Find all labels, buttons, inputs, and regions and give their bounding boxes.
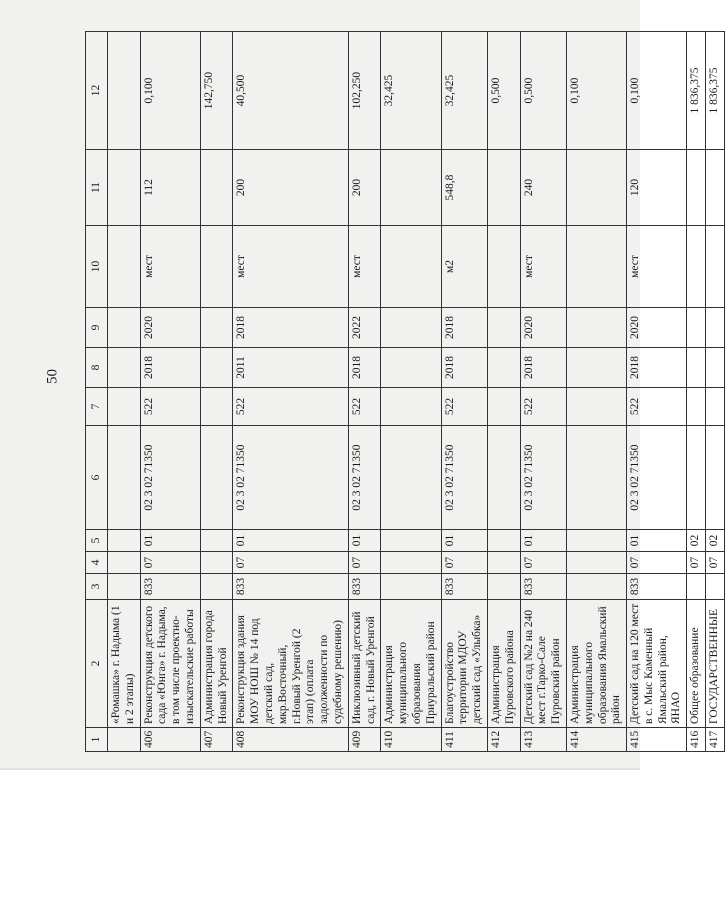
cell-col-9 — [566, 308, 626, 348]
cell-col-10: мест — [348, 226, 381, 308]
cell-col-8 — [108, 348, 141, 388]
col-header-3: 3 — [86, 574, 108, 600]
cell-col-5: 01 — [627, 530, 687, 552]
cell-col-8: 2018 — [520, 348, 566, 388]
cell-col-10: мест — [233, 226, 348, 308]
col-header-4: 4 — [86, 552, 108, 574]
cell-col-12: 102,250 — [348, 32, 381, 150]
cell-col-5: 01 — [233, 530, 348, 552]
cell-col-8: 2018 — [140, 348, 200, 388]
cell-col-6: 02 3 02 71350 — [627, 426, 687, 530]
cell-col-2: Реконструкция детского сада «Юнга» г. Надыма, в том числе проектно-изыскательские работы — [140, 600, 200, 728]
cell-col-12: 0,500 — [487, 32, 520, 150]
cell-col-11: 240 — [520, 150, 566, 226]
cell-col-6 — [108, 426, 141, 530]
cell-col-5 — [200, 530, 233, 552]
cell-col-7 — [706, 388, 725, 426]
cell-col-10 — [566, 226, 626, 308]
cell-col-7: 522 — [233, 388, 348, 426]
cell-col-6: 02 3 02 71350 — [441, 426, 487, 530]
col-header-10: 10 — [86, 226, 108, 308]
cell-col-2: Реконструкция здания МОУ НОШ № 14 под детский сад, мкр.Восточный, г.Новый Уренгой (2 этап) (оплата задолженности по судебному решению) — [233, 600, 348, 728]
rotated-table-wrapper — [85, 32, 721, 752]
cell-col-8 — [200, 348, 233, 388]
cell-col-4: 07 — [627, 552, 687, 574]
cell-col-8: 2018 — [441, 348, 487, 388]
cell-col-9 — [108, 308, 141, 348]
cell-col-8 — [566, 348, 626, 388]
cell-col-2: Администрация муниципального образования Приуральский район — [381, 600, 441, 728]
cell-col-6 — [687, 426, 706, 530]
cell-col-9 — [706, 308, 725, 348]
cell-col-6 — [706, 426, 725, 530]
cell-col-2: Детский сад на 120 мест в с. Мыс Каменный Ямальский район, ЯНАО — [627, 600, 687, 728]
cell-col-9: 2020 — [140, 308, 200, 348]
cell-col-1: 412 — [487, 728, 520, 752]
cell-col-1 — [108, 728, 141, 752]
table-body — [108, 32, 725, 752]
cell-col-3: 833 — [627, 574, 687, 600]
col-header-5: 5 — [86, 530, 108, 552]
cell-col-9: 2020 — [627, 308, 687, 348]
cell-col-4 — [487, 552, 520, 574]
cell-col-2: Детский сад №2 на 240 мест г.Тарко-Сале Пуровский район — [520, 600, 566, 728]
cell-col-3: 833 — [140, 574, 200, 600]
cell-col-8 — [706, 348, 725, 388]
cell-col-4: 07 — [441, 552, 487, 574]
cell-col-7: 522 — [520, 388, 566, 426]
cell-col-11 — [706, 150, 725, 226]
cell-col-3 — [687, 574, 706, 600]
cell-col-1: 410 — [381, 728, 441, 752]
table-row — [381, 32, 441, 752]
cell-col-6 — [487, 426, 520, 530]
cell-col-11 — [108, 150, 141, 226]
cell-col-2: Благоустройство территории МДОУ детский сад «Улыбка» — [441, 600, 487, 728]
cell-col-4: 07 — [140, 552, 200, 574]
cell-col-7: 522 — [627, 388, 687, 426]
cell-col-3 — [200, 574, 233, 600]
cell-col-3 — [108, 574, 141, 600]
cell-col-5: 02 — [687, 530, 706, 552]
cell-col-3 — [706, 574, 725, 600]
cell-col-4: 07 — [687, 552, 706, 574]
scan-edge — [0, 768, 640, 770]
cell-col-9 — [487, 308, 520, 348]
cell-col-10: мест — [140, 226, 200, 308]
cell-col-5: 02 — [706, 530, 725, 552]
cell-col-8: 2018 — [627, 348, 687, 388]
cell-col-7 — [687, 388, 706, 426]
col-header-8: 8 — [86, 348, 108, 388]
table-row — [441, 32, 487, 752]
cell-col-10: мест — [627, 226, 687, 308]
cell-col-10: мест — [520, 226, 566, 308]
cell-col-11: 200 — [348, 150, 381, 226]
table-row — [233, 32, 348, 752]
cell-col-3: 833 — [233, 574, 348, 600]
cell-col-7: 522 — [348, 388, 381, 426]
cell-col-7: 522 — [441, 388, 487, 426]
cell-col-10 — [200, 226, 233, 308]
cell-col-11: 112 — [140, 150, 200, 226]
cell-col-2: Администрация Пуровского района — [487, 600, 520, 728]
col-header-1: 1 — [86, 728, 108, 752]
cell-col-5: 01 — [441, 530, 487, 552]
cell-col-8: 2018 — [348, 348, 381, 388]
cell-col-12 — [108, 32, 141, 150]
cell-col-9 — [381, 308, 441, 348]
cell-col-5: 01 — [520, 530, 566, 552]
table-row — [348, 32, 381, 752]
col-header-11: 11 — [86, 150, 108, 226]
cell-col-5 — [381, 530, 441, 552]
cell-col-10 — [381, 226, 441, 308]
cell-col-12: 0,100 — [627, 32, 687, 150]
cell-col-1: 413 — [520, 728, 566, 752]
cell-col-9 — [200, 308, 233, 348]
cell-col-9 — [687, 308, 706, 348]
cell-col-2: «Ромашка» г. Надыма (1 и 2 этапы) — [108, 600, 141, 728]
cell-col-9: 2018 — [233, 308, 348, 348]
cell-col-6 — [566, 426, 626, 530]
cell-col-1: 416 — [687, 728, 706, 752]
cell-col-12: 0,500 — [520, 32, 566, 150]
cell-col-2: Общее образование — [687, 600, 706, 728]
cell-col-3 — [566, 574, 626, 600]
cell-col-11 — [566, 150, 626, 226]
cell-col-3: 833 — [348, 574, 381, 600]
cell-col-4: 07 — [348, 552, 381, 574]
cell-col-12: 0,100 — [140, 32, 200, 150]
cell-col-5 — [487, 530, 520, 552]
cell-col-7 — [381, 388, 441, 426]
cell-col-12: 32,425 — [441, 32, 487, 150]
cell-col-9: 2020 — [520, 308, 566, 348]
cell-col-6 — [381, 426, 441, 530]
cell-col-12: 1 836,375 — [706, 32, 725, 150]
cell-col-1: 409 — [348, 728, 381, 752]
cell-col-6: 02 3 02 71350 — [233, 426, 348, 530]
table-row — [140, 32, 200, 752]
table-row — [706, 32, 725, 752]
table-row — [487, 32, 520, 752]
cell-col-10 — [706, 226, 725, 308]
cell-col-5 — [566, 530, 626, 552]
cell-col-12: 142,750 — [200, 32, 233, 150]
header-row — [86, 32, 108, 752]
cell-col-10: м2 — [441, 226, 487, 308]
cell-col-9: 2022 — [348, 308, 381, 348]
cell-col-5: 01 — [140, 530, 200, 552]
cell-col-1: 414 — [566, 728, 626, 752]
cell-col-10 — [108, 226, 141, 308]
cell-col-11 — [200, 150, 233, 226]
cell-col-11: 200 — [233, 150, 348, 226]
cell-col-2: Инклюзивный детский сад, г. Новый Уренгой — [348, 600, 381, 728]
cell-col-4: 07 — [706, 552, 725, 574]
cell-col-7 — [108, 388, 141, 426]
cell-col-2: ГОСУДАРСТВЕННЫЕ — [706, 600, 725, 728]
cell-col-1: 406 — [140, 728, 200, 752]
cell-col-5 — [108, 530, 141, 552]
cell-col-11 — [687, 150, 706, 226]
page-number: 50 — [44, 369, 61, 384]
cell-col-12: 32,425 — [381, 32, 441, 150]
cell-col-7 — [200, 388, 233, 426]
col-header-6: 6 — [86, 426, 108, 530]
cell-col-11 — [381, 150, 441, 226]
col-header-7: 7 — [86, 388, 108, 426]
cell-col-1: 415 — [627, 728, 687, 752]
cell-col-3 — [381, 574, 441, 600]
cell-col-12: 40,500 — [233, 32, 348, 150]
cell-col-4 — [200, 552, 233, 574]
cell-col-4 — [381, 552, 441, 574]
cell-col-6 — [200, 426, 233, 530]
cell-col-1: 411 — [441, 728, 487, 752]
cell-col-1: 408 — [233, 728, 348, 752]
cell-col-9: 2018 — [441, 308, 487, 348]
cell-col-8 — [687, 348, 706, 388]
table-row — [520, 32, 566, 752]
cell-col-11 — [487, 150, 520, 226]
cell-col-7 — [566, 388, 626, 426]
cell-col-6: 02 3 02 71350 — [520, 426, 566, 530]
cell-col-2: Администрация города Новый Уренгой — [200, 600, 233, 728]
cell-col-4: 07 — [520, 552, 566, 574]
cell-col-8 — [381, 348, 441, 388]
col-header-9: 9 — [86, 308, 108, 348]
cell-col-8: 2011 — [233, 348, 348, 388]
cell-col-4 — [566, 552, 626, 574]
table-row — [108, 32, 141, 752]
cell-col-5: 01 — [348, 530, 381, 552]
cell-col-12: 1 836,375 — [687, 32, 706, 150]
cell-col-8 — [487, 348, 520, 388]
table-row — [566, 32, 626, 752]
cell-col-3: 833 — [520, 574, 566, 600]
cell-col-7 — [487, 388, 520, 426]
cell-col-4: 07 — [233, 552, 348, 574]
col-header-12: 12 — [86, 32, 108, 150]
table-row — [627, 32, 687, 752]
col-header-2: 2 — [86, 600, 108, 728]
table-row — [687, 32, 706, 752]
cell-col-1: 407 — [200, 728, 233, 752]
cell-col-11: 120 — [627, 150, 687, 226]
cell-col-3 — [487, 574, 520, 600]
cell-col-10 — [487, 226, 520, 308]
cell-col-4 — [108, 552, 141, 574]
cell-col-10 — [687, 226, 706, 308]
budget-table — [85, 31, 725, 752]
cell-col-3: 833 — [441, 574, 487, 600]
cell-col-7: 522 — [140, 388, 200, 426]
cell-col-6: 02 3 02 71350 — [348, 426, 381, 530]
cell-col-11: 548,8 — [441, 150, 487, 226]
table-row — [200, 32, 233, 752]
cell-col-1: 417 — [706, 728, 725, 752]
cell-col-12: 0,100 — [566, 32, 626, 150]
cell-col-2: Администрация муниципального образования Ямальский район — [566, 600, 626, 728]
cell-col-6: 02 3 02 71350 — [140, 426, 200, 530]
